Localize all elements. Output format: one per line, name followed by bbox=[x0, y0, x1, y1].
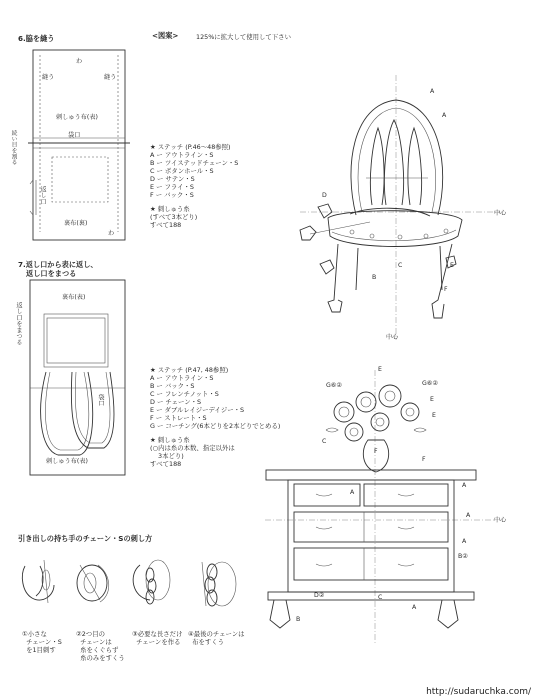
chair-label-f: F bbox=[444, 286, 448, 293]
dresser-stitch-item: C ー フレンチノット・S bbox=[150, 390, 219, 398]
label-side-note: 続い目を割る bbox=[10, 130, 16, 165]
dresser-stitch-item: A ー アウトライン・S bbox=[150, 374, 214, 382]
chain-step-2 bbox=[76, 630, 125, 662]
dresser-label-d2: D② bbox=[314, 592, 325, 599]
step-text: 布をすくう bbox=[192, 638, 225, 646]
chair-diagram bbox=[300, 75, 500, 340]
dresser-label-b2: B② bbox=[458, 553, 468, 560]
page-subtitle: 125%に拡大して使用して下さい bbox=[196, 33, 291, 41]
step-text: チェーン・S bbox=[26, 638, 62, 646]
chair-label-c: C bbox=[398, 262, 403, 269]
page-title: <図案> bbox=[152, 31, 179, 40]
step-text: 糸のみをすくう bbox=[80, 654, 125, 662]
chair-thread-line: (すべて3本どり) bbox=[150, 213, 198, 221]
bag-finished-diagram bbox=[30, 280, 125, 475]
section7-title-1: 7.返し口から表に返し、 bbox=[18, 260, 98, 269]
dresser-label-b: B bbox=[296, 616, 301, 623]
chain-steps bbox=[22, 560, 236, 606]
step-number: ② bbox=[76, 630, 82, 638]
step-number: ① bbox=[22, 630, 28, 638]
chair-center-right: 中心 bbox=[494, 210, 507, 217]
dresser-label-f: F bbox=[374, 448, 378, 455]
step-text: 最後のチェーンは bbox=[193, 630, 245, 638]
dresser-diagram bbox=[265, 370, 495, 645]
dresser-stitch-item: E ー ダブルレイジーデイジー・S bbox=[150, 406, 245, 414]
label-kaeshiguchi: 返し口 bbox=[39, 186, 46, 205]
label-wa-bottom: わ bbox=[108, 230, 115, 237]
dresser-label-a3: A bbox=[466, 512, 471, 519]
chair-stitch-item: A ー アウトライン・S bbox=[150, 151, 214, 159]
chair-stitch-item: B ー ツイステッドチェーン・S bbox=[150, 159, 239, 167]
label-shishu-front-7: 刺しゅう布(表) bbox=[46, 458, 88, 465]
dresser-center-right: 中心 bbox=[494, 517, 507, 524]
chain-step-3 bbox=[132, 630, 182, 646]
step-number: ④ bbox=[188, 630, 194, 638]
label-ura-back: 裏布(裏) bbox=[64, 220, 88, 227]
chair-thread-line: すべて188 bbox=[150, 221, 182, 229]
chair-stitch-item: C ー ボタンホール・S bbox=[150, 167, 214, 175]
chair-legend bbox=[150, 143, 238, 229]
dresser-stitch-item: G ー コーチング(6本どりを2本どりでとめる) bbox=[150, 422, 281, 430]
label-side-note-7: 返し口をまつる bbox=[15, 302, 22, 346]
dresser-label-a: A bbox=[350, 489, 355, 496]
chair-thread-title: ★ 刺しゅう糸 bbox=[150, 205, 190, 213]
step-text: チェーンを作る bbox=[136, 638, 181, 646]
label-fukuro-7: 袋口 bbox=[97, 394, 104, 407]
watermark: http://sudaruchka.com/ bbox=[426, 687, 531, 697]
label-ura-front: 裏布(表) bbox=[62, 294, 86, 301]
step-text: を1目刺す bbox=[26, 646, 56, 654]
dresser-label-a4: A bbox=[462, 538, 467, 545]
dresser-label-e: E bbox=[378, 366, 382, 373]
chair-label-a2: A bbox=[442, 112, 447, 119]
dresser-thread-line: 3本どり) bbox=[158, 452, 184, 460]
dresser-stitch-title: ★ ステッチ (P.47, 48参照) bbox=[150, 366, 229, 374]
chair-stitch-item: D ー サテン・S bbox=[150, 175, 195, 183]
step-text: 必要な長さだけ bbox=[137, 630, 183, 638]
step-text: 小さな bbox=[27, 630, 47, 638]
step-text: チェーンは bbox=[80, 638, 112, 646]
dresser-label-a2: A bbox=[462, 482, 467, 489]
chain-step-4 bbox=[188, 630, 245, 646]
step-text: 糸をくぐらず bbox=[80, 646, 119, 654]
dresser-label-g62: G⑥② bbox=[326, 382, 342, 389]
label-nuu-left: 縫う bbox=[42, 74, 55, 81]
dresser-label-c: C bbox=[322, 438, 327, 445]
section6-title: 6.脇を縫う bbox=[18, 34, 55, 43]
dresser-thread-line: (○内は糸の本数、指定以外は bbox=[150, 444, 235, 452]
chair-stitch-title: ★ ステッチ (P.46〜48参照) bbox=[150, 143, 231, 151]
label-wa-top: わ bbox=[76, 58, 83, 65]
dresser-label-e2: E bbox=[430, 396, 434, 403]
chain-step-1 bbox=[22, 630, 62, 654]
dresser-stitch-item: F ー ストレート・S bbox=[150, 414, 207, 422]
dresser-label-a5: A bbox=[412, 604, 417, 611]
chair-stitch-item: E ー フライ・S bbox=[150, 183, 194, 191]
dresser-stitch-item: D ー チェーン・S bbox=[150, 398, 202, 406]
step-text: 2つ目の bbox=[81, 630, 105, 638]
dresser-label-e3: E bbox=[432, 412, 436, 419]
section7-title-2: 返し口をまつる bbox=[26, 269, 77, 278]
dresser-label-g62b: G⑥② bbox=[422, 380, 438, 387]
chair-label-e: E bbox=[450, 262, 454, 269]
chair-center-bottom: 中心 bbox=[386, 334, 399, 341]
dresser-thread-line: すべて188 bbox=[150, 460, 182, 468]
chair-stitch-item: F ー バック・S bbox=[150, 191, 194, 199]
dresser-thread-title: ★ 刺しゅう糸 bbox=[150, 436, 190, 444]
dresser-label-f2: F bbox=[422, 456, 426, 463]
chair-label-d: D bbox=[322, 192, 327, 199]
step-number: ③ bbox=[132, 630, 138, 638]
dresser-label-c2: C bbox=[378, 594, 383, 601]
label-nuu-right: 縫う bbox=[104, 74, 117, 81]
dresser-stitch-item: B ー バック・S bbox=[150, 382, 195, 390]
label-shishu-front: 刺しゅう布(表) bbox=[56, 114, 98, 121]
chair-label-b: B bbox=[372, 274, 377, 281]
dresser-legend bbox=[150, 366, 280, 468]
chain-section-title: 引き出しの持ち手のチェーン・Sの刺し方 bbox=[18, 534, 153, 543]
label-fukuro: 袋口 bbox=[68, 132, 81, 139]
chair-label-a: A bbox=[430, 88, 435, 95]
